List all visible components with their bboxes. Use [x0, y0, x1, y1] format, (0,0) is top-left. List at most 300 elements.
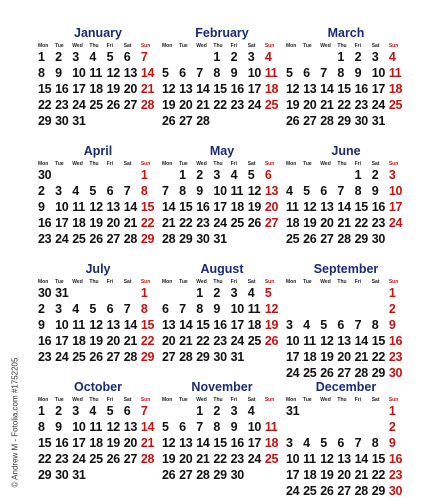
day-cell: 26 [247, 216, 262, 230]
day-cell [107, 467, 124, 483]
weekday-label: Sat [371, 397, 380, 403]
weekday-label: Fri [354, 43, 361, 49]
day-cell: 13 [162, 318, 176, 332]
month-august [162, 262, 282, 380]
day-cell: 12 [106, 420, 120, 434]
day-cell: 18 [230, 200, 244, 214]
day-cell: 28 [337, 232, 351, 246]
day-cell: 26 [286, 114, 300, 128]
day-cell [162, 49, 179, 65]
day-cell: 17 [72, 82, 86, 96]
day-cell: 30 [388, 484, 403, 498]
day-cell: 1 [213, 50, 221, 64]
day-cell: 11 [388, 66, 402, 80]
day-cell: 7 [123, 184, 131, 198]
day-cell: 13 [320, 200, 334, 214]
day-cell [162, 285, 179, 301]
day-cell: 3 [247, 50, 255, 64]
day-cell: 12 [320, 334, 334, 348]
day-cell: 23 [371, 216, 386, 230]
day-cell: 7 [196, 66, 203, 80]
day-cell: 31 [371, 114, 386, 128]
day-cell: 7 [179, 302, 186, 316]
day-cell: 23 [55, 98, 69, 112]
day-cell: 14 [162, 200, 176, 214]
weekday-label: Wed [196, 161, 207, 167]
day-cell: 22 [38, 452, 52, 466]
day-cell: 12 [320, 452, 334, 466]
day-cell: 25 [72, 232, 86, 246]
day-cell: 23 [196, 216, 210, 230]
day-cell: 15 [38, 82, 52, 96]
day-cell: 9 [354, 66, 362, 80]
day-cell [162, 167, 179, 183]
day-cell: 25 [89, 98, 103, 112]
day-cell: 10 [72, 420, 86, 434]
day-cell [303, 167, 320, 183]
day-cell [179, 49, 196, 65]
day-cell: 26 [264, 334, 279, 348]
day-cell: 29 [38, 114, 52, 128]
day-cell: 6 [337, 318, 345, 332]
day-cell: 7 [140, 50, 148, 64]
day-cell: 18 [388, 82, 403, 96]
day-cell: 26 [106, 98, 120, 112]
day-cell: 1 [388, 404, 396, 418]
day-cell: 24 [55, 232, 69, 246]
day-cell: 12 [286, 82, 300, 96]
weekday-label: Sun [388, 43, 399, 49]
day-cell: 25 [230, 216, 244, 230]
day-cell: 12 [162, 436, 176, 450]
day-cell: 14 [337, 200, 351, 214]
day-cell: 9 [388, 436, 396, 450]
day-cell: 14 [196, 436, 210, 450]
day-cell: 24 [286, 484, 300, 498]
day-cell: 15 [337, 82, 351, 96]
day-cell [265, 467, 282, 483]
day-cell: 27 [179, 114, 193, 128]
day-cell: 22 [140, 334, 155, 348]
day-cell [231, 113, 248, 129]
weekday-label: Sun [264, 43, 275, 49]
day-cell: 15 [213, 436, 227, 450]
day-cell: 2 [388, 420, 396, 434]
days-grid [286, 403, 406, 499]
day-cell: 22 [179, 216, 193, 230]
day-cell: 21 [123, 216, 138, 230]
day-cell: 1 [38, 404, 45, 418]
day-cell: 16 [213, 318, 227, 332]
day-cell: 16 [55, 436, 69, 450]
day-cell: 13 [337, 334, 351, 348]
day-cell [372, 301, 389, 317]
weekday-label: Sat [247, 161, 256, 167]
day-cell: 23 [38, 350, 52, 364]
day-cell [337, 403, 354, 419]
day-cell: 29 [371, 366, 386, 380]
day-cell: 5 [162, 420, 169, 434]
day-cell [231, 231, 248, 247]
weekday-label: Fri [106, 161, 113, 167]
day-cell: 12 [247, 184, 262, 198]
weekday-label: Sat [371, 43, 380, 49]
day-cell: 4 [264, 50, 272, 64]
weekday-label: Sat [123, 279, 132, 285]
weekday-label: Sat [247, 397, 256, 403]
day-cell [179, 403, 196, 419]
day-cell: 8 [38, 420, 45, 434]
day-cell: 19 [162, 452, 176, 466]
day-cell: 28 [123, 350, 138, 364]
day-cell: 21 [337, 216, 351, 230]
day-cell: 15 [354, 200, 368, 214]
day-cell [320, 403, 337, 419]
day-cell [107, 167, 124, 183]
day-cell: 5 [303, 184, 310, 198]
day-cell: 17 [286, 468, 300, 482]
day-cell: 4 [72, 302, 79, 316]
day-cell: 21 [140, 82, 155, 96]
day-cell: 29 [196, 350, 210, 364]
day-cell: 15 [213, 82, 227, 96]
day-cell: 10 [230, 302, 244, 316]
day-cell: 26 [106, 452, 120, 466]
days-grid [162, 167, 282, 247]
day-cell: 16 [371, 200, 386, 214]
day-cell: 28 [140, 98, 155, 112]
weekday-label: Tue [179, 279, 188, 285]
weekday-label: Wed [320, 161, 331, 167]
day-cell: 3 [55, 302, 62, 316]
day-cell: 8 [196, 302, 203, 316]
day-cell: 24 [72, 98, 86, 112]
day-cell: 1 [140, 286, 148, 300]
day-cell: 2 [354, 50, 362, 64]
month-december [286, 380, 406, 498]
weekday-label: Thu [337, 279, 347, 285]
day-cell [389, 113, 406, 129]
day-cell: 12 [89, 318, 103, 332]
day-cell: 11 [303, 452, 316, 466]
month-title: June [331, 144, 361, 158]
month-february [162, 26, 282, 144]
day-cell [124, 167, 141, 183]
day-cell: 2 [230, 50, 238, 64]
day-cell: 23 [213, 334, 227, 348]
day-cell [372, 403, 389, 419]
day-cell: 11 [230, 184, 244, 198]
day-cell [389, 231, 406, 247]
day-cell: 17 [388, 200, 403, 214]
month-title: January [74, 26, 122, 40]
weekday-label: Fri [106, 397, 113, 403]
day-cell: 26 [162, 468, 176, 482]
day-cell [337, 285, 354, 301]
day-cell: 21 [179, 334, 193, 348]
day-cell: 14 [123, 318, 138, 332]
day-cell: 10 [286, 334, 300, 348]
day-cell: 10 [55, 318, 69, 332]
month-title: May [209, 144, 235, 158]
day-cell: 18 [89, 436, 103, 450]
day-cell: 15 [140, 200, 155, 214]
weekday-label: Fri [230, 161, 237, 167]
day-cell: 20 [303, 98, 317, 112]
weekday-label: Thu [337, 43, 347, 49]
day-cell: 19 [89, 216, 103, 230]
day-cell [286, 285, 303, 301]
day-cell: 30 [38, 286, 52, 300]
weekday-label: Sat [123, 43, 132, 49]
day-cell: 24 [286, 366, 300, 380]
weekday-label: Tue [179, 43, 188, 49]
day-cell: 11 [247, 302, 261, 316]
side-credit [0, 357, 20, 490]
day-cell: 25 [247, 334, 262, 348]
day-cell: 31 [286, 404, 300, 418]
weekday-label: Sat [371, 279, 380, 285]
day-cell: 19 [106, 436, 120, 450]
month-title: December [315, 380, 377, 394]
weekday-label: Mon [162, 279, 173, 285]
weekday-label: Sun [388, 279, 399, 285]
days-grid [38, 285, 158, 365]
day-cell [320, 49, 337, 65]
day-cell: 5 [162, 66, 169, 80]
month-title: July [85, 262, 111, 276]
day-cell: 6 [106, 184, 114, 198]
month-title: March [327, 26, 365, 40]
day-cell: 29 [179, 232, 193, 246]
day-cell: 2 [38, 184, 45, 198]
day-cell: 22 [196, 334, 210, 348]
weekday-label: Fri [106, 279, 113, 285]
month-may [162, 144, 282, 262]
day-cell: 5 [247, 168, 255, 182]
day-cell: 5 [320, 318, 327, 332]
weekday-label: Thu [89, 279, 99, 285]
day-cell: 2 [371, 168, 379, 182]
day-cell: 6 [123, 50, 131, 64]
weekday-label: Mon [38, 161, 49, 167]
day-cell: 23 [230, 452, 244, 466]
day-cell: 28 [196, 114, 210, 128]
weekday-label: Tue [303, 43, 312, 49]
day-cell: 28 [123, 232, 138, 246]
day-cell: 23 [388, 468, 403, 482]
day-cell: 12 [303, 200, 317, 214]
weekday-label: Thu [89, 397, 99, 403]
day-cell: 14 [320, 82, 334, 96]
month-march [286, 26, 406, 144]
weekday-label: Tue [179, 161, 188, 167]
day-cell: 25 [72, 350, 86, 364]
day-cell: 1 [388, 286, 396, 300]
day-cell: 6 [179, 66, 186, 80]
day-cell: 11 [72, 200, 85, 214]
side-credit-text: © Andrew M - Fotolia.com #1752205 [10, 357, 20, 488]
day-cell [196, 49, 213, 65]
day-cell [320, 167, 337, 183]
day-cell: 6 [179, 420, 186, 434]
day-cell: 11 [264, 66, 278, 80]
day-cell [265, 403, 282, 419]
day-cell: 6 [303, 66, 310, 80]
day-cell: 14 [354, 452, 368, 466]
day-cell: 18 [72, 216, 86, 230]
day-cell: 5 [89, 302, 97, 316]
day-cell: 28 [140, 452, 155, 466]
weekday-label: Fri [106, 43, 113, 49]
day-cell: 22 [337, 98, 351, 112]
weekday-label: Sun [140, 397, 151, 403]
day-cell: 3 [286, 436, 293, 450]
day-cell [89, 285, 106, 301]
day-cell: 14 [123, 200, 138, 214]
day-cell: 18 [264, 436, 279, 450]
day-cell: 27 [303, 114, 317, 128]
day-cell: 27 [106, 232, 120, 246]
day-cell: 12 [264, 302, 279, 316]
day-cell: 16 [55, 82, 69, 96]
day-cell: 2 [55, 50, 62, 64]
day-cell: 29 [140, 350, 155, 364]
weekday-label: Tue [55, 279, 64, 285]
day-cell: 14 [354, 334, 368, 348]
day-cell: 22 [140, 216, 155, 230]
day-cell: 2 [213, 286, 221, 300]
day-cell: 16 [38, 216, 52, 230]
day-cell: 28 [196, 468, 210, 482]
month-title: October [74, 380, 122, 394]
weekday-label: Sat [247, 279, 256, 285]
day-cell: 9 [55, 66, 62, 80]
day-cell [303, 301, 320, 317]
day-cell [320, 301, 337, 317]
day-cell: 30 [38, 168, 52, 182]
day-cell: 19 [162, 98, 176, 112]
day-cell: 22 [213, 452, 227, 466]
day-cell: 4 [286, 184, 293, 198]
day-cell: 15 [140, 318, 155, 332]
day-cell: 27 [337, 484, 351, 498]
day-cell: 26 [320, 484, 334, 498]
day-cell [162, 403, 179, 419]
day-cell: 12 [162, 82, 176, 96]
day-cell: 9 [196, 184, 203, 198]
weekday-label: Mon [38, 279, 49, 285]
day-cell: 25 [264, 452, 279, 466]
day-cell: 27 [320, 232, 334, 246]
day-cell: 26 [320, 366, 334, 380]
weekday-label: Thu [213, 397, 223, 403]
day-cell: 16 [388, 334, 403, 348]
day-cell: 5 [89, 184, 97, 198]
day-cell: 9 [38, 318, 45, 332]
day-cell: 1 [354, 168, 362, 182]
weekday-label: Sat [123, 397, 132, 403]
day-cell [248, 467, 265, 483]
days-grid [38, 403, 158, 483]
days-grid [162, 49, 282, 129]
day-cell [107, 285, 124, 301]
day-cell: 15 [38, 436, 52, 450]
day-cell: 14 [140, 66, 155, 80]
day-cell: 21 [196, 452, 210, 466]
day-cell: 8 [213, 420, 221, 434]
day-cell: 10 [286, 452, 300, 466]
day-cell: 24 [72, 452, 86, 466]
weekday-label: Wed [196, 279, 207, 285]
day-cell: 24 [247, 452, 262, 466]
day-cell: 29 [38, 468, 52, 482]
day-cell: 16 [230, 436, 244, 450]
month-october [38, 380, 158, 492]
day-cell: 27 [123, 98, 138, 112]
day-cell: 3 [371, 50, 379, 64]
day-cell: 21 [196, 98, 210, 112]
weekday-label: Wed [196, 43, 207, 49]
weekday-label: Fri [230, 43, 237, 49]
weekday-label: Sun [388, 397, 399, 403]
day-cell: 15 [371, 334, 386, 348]
day-cell [72, 167, 89, 183]
day-cell: 3 [388, 168, 396, 182]
day-cell [372, 419, 389, 435]
day-cell: 21 [140, 436, 155, 450]
weekday-label: Mon [286, 43, 297, 49]
day-cell: 20 [337, 350, 351, 364]
day-cell: 4 [247, 286, 255, 300]
days-grid [162, 403, 282, 483]
day-cell: 13 [123, 420, 138, 434]
weekday-label: Thu [213, 43, 223, 49]
day-cell [265, 113, 282, 129]
day-cell: 21 [123, 334, 138, 348]
day-cell: 18 [303, 350, 317, 364]
weekday-label: Mon [38, 397, 49, 403]
day-cell: 13 [106, 200, 120, 214]
day-cell: 13 [179, 436, 193, 450]
day-cell: 8 [371, 318, 379, 332]
day-cell: 11 [286, 200, 299, 214]
day-cell: 4 [303, 436, 310, 450]
day-cell: 3 [286, 318, 293, 332]
day-cell: 3 [72, 404, 79, 418]
day-cell: 11 [264, 420, 278, 434]
weekday-label: Thu [337, 397, 347, 403]
day-cell: 19 [320, 350, 334, 364]
day-cell: 28 [320, 114, 334, 128]
day-cell: 17 [247, 82, 262, 96]
day-cell: 26 [303, 232, 317, 246]
month-july [38, 262, 158, 380]
weekday-label: Wed [72, 397, 83, 403]
day-cell [355, 419, 372, 435]
day-cell [107, 113, 124, 129]
day-cell: 24 [388, 216, 403, 230]
day-cell [355, 285, 372, 301]
day-cell: 25 [89, 452, 103, 466]
weekday-label: Wed [320, 279, 331, 285]
day-cell: 1 [179, 168, 186, 182]
day-cell: 17 [72, 436, 86, 450]
month-title: February [195, 26, 249, 40]
day-cell: 19 [303, 216, 317, 230]
day-cell: 10 [247, 66, 262, 80]
month-title: August [200, 262, 244, 276]
